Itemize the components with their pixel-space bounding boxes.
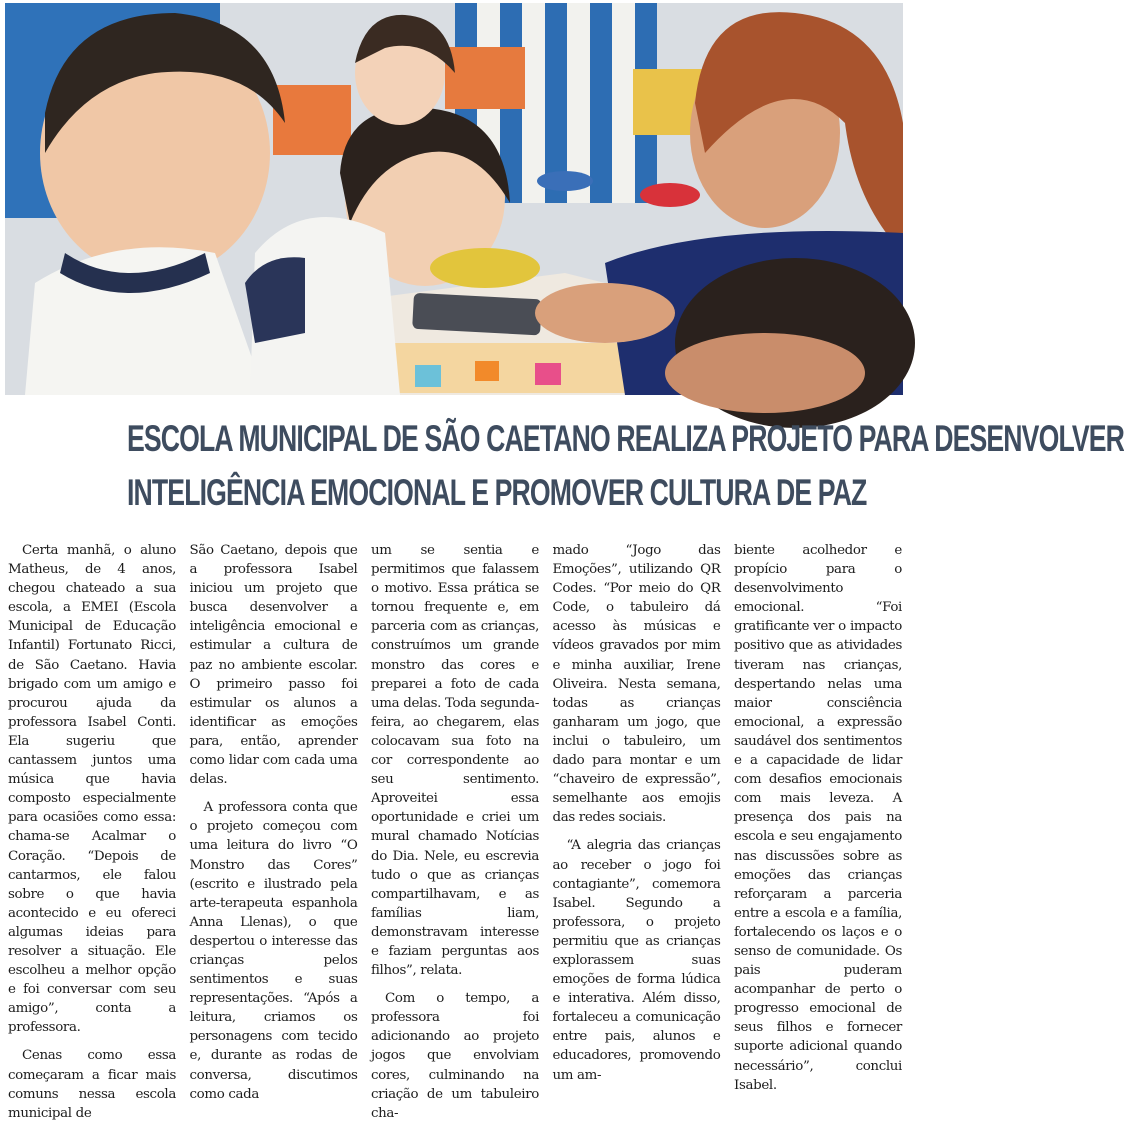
paragraph: Cenas como essa começaram a ficar mais comuns nessa escola municipal de: [8, 1048, 176, 1121]
headline: [0, 412, 1124, 520]
article-column-5: [734, 541, 902, 1093]
paragraph: um se sentia e permitimos que falassem o motivo. Essa prática se tornou frequente e, em parceria com as crianças, construímos um grande monstro das cores e preparei a foto de cada uma delas. Toda segunda-feira, ao chegarem, elas colocavam sua foto na cor correspondente ao seu sentimento. Aproveitei essa oportunidade e criei um mural chamado Notícias do Dia. Nele, eu escrevia tudo o que as crianças compartilhavam, e as famílias liam, demonstravam interesse e faziam perguntas aos filhos”, relata.: [371, 543, 539, 979]
headline-line-1: ESCOLA MUNICIPAL DE SÃO CAETANO REALIZA PROJETO PARA DESENVOLVER: [126, 418, 1124, 459]
headline-line-2: INTELIGÊNCIA EMOCIONAL E PROMOVER CULTURA DE PAZ: [126, 472, 867, 513]
paragraph: Certa manhã, o aluno Matheus, de 4 anos, chegou chateado a sua escola, a EMEI (Escola Municipal de Educação Infantil) Fortunato Ricci, de São Caetano. Havia brigado com um amigo e procurou ajuda da professora Isabel Conti. Ela sugeriu que cantassem juntos uma música que havia composto especialmente para ocasiões como essa: chama-se Acalmar o Coração. “Depois de cantarmos, ele falou sobre o que havia acontecido e eu ofereci algumas ideias para resolver a situação. Ele escolheu a melhor opção e foi conversar com seu amigo”, conta a professora.: [8, 543, 176, 1036]
article-column-4: [552, 541, 721, 1083]
classroom-photo-icon: [5, 3, 903, 395]
paragraph: A professora conta que o projeto começou com uma leitura do livro “O Monstro das Cores” (escrito e ilustrado pela arte-terapeuta espanhola Anna Llenas), o que despertou o interesse das crianças pelos sentimentos e suas representações. “Após a leitura, criamos os personagens com tecido e, durante as rodas de conversa, discutimos como cada: [189, 800, 358, 1102]
paragraph: “A alegria das crianças ao receber o jogo foi contagiante”, comemora Isabel. Segundo a professora, o projeto permitiu que as crianças explorassem suas emoções de forma lúdica e interativa. Além disso, fortaleceu a comunicação entre pais, alunos e educadores, promovendo um am-: [552, 838, 721, 1083]
paragraph: São Caetano, depois que a professora Isabel iniciou um projeto que busca desenvolver a inteligência emocional e estimular a cultura de paz no ambiente escolar. O primeiro passo foi estimular os alunos a identificar as emoções para, então, aprender como lidar com cada uma delas.: [189, 543, 358, 788]
article-column-3: [371, 541, 539, 1121]
article-column-2: [189, 541, 358, 1102]
paragraph: biente acolhedor e propício para o desenvolvimento emocional. “Foi gratificante ver o impacto positivo que as atividades tiveram nas crianças, despertando nelas uma maior consciência emocional, a expressão saudável dos sentimentos e a capacidade de lidar com desafios emocionais com mais leveza. A presença dos pais na escola e seu engajamento nas discussões sobre as emoções das crianças reforçaram a parceria entre a escola e a família, fortalecendo os laços e o senso de comunidade. Os pais puderam acompanhar de perto o progresso emocional de seus filhos e fornecer suporte adicional quando necessário”, conclui Isabel.: [734, 543, 902, 1093]
paragraph: mado “Jogo das Emoções”, utilizando QR Codes. “Por meio do QR Code, o tabuleiro dá acesso às músicas e vídeos gravados por mim e minha auxiliar, Irene Oliveira. Nesta semana, todas as crianças ganharam um jogo, que inclui o tabuleiro, um dado para montar e um “chaveiro de expressão”, semelhante aos emojis das redes sociais.: [552, 543, 721, 826]
article-column-1: [8, 541, 176, 1121]
classroom-photo: [5, 3, 903, 395]
article-body: [8, 541, 902, 1121]
paragraph: Com o tempo, a professora foi adicionando ao projeto jogos que envolviam cores, culminando na criação de um tabuleiro cha-: [371, 991, 539, 1121]
